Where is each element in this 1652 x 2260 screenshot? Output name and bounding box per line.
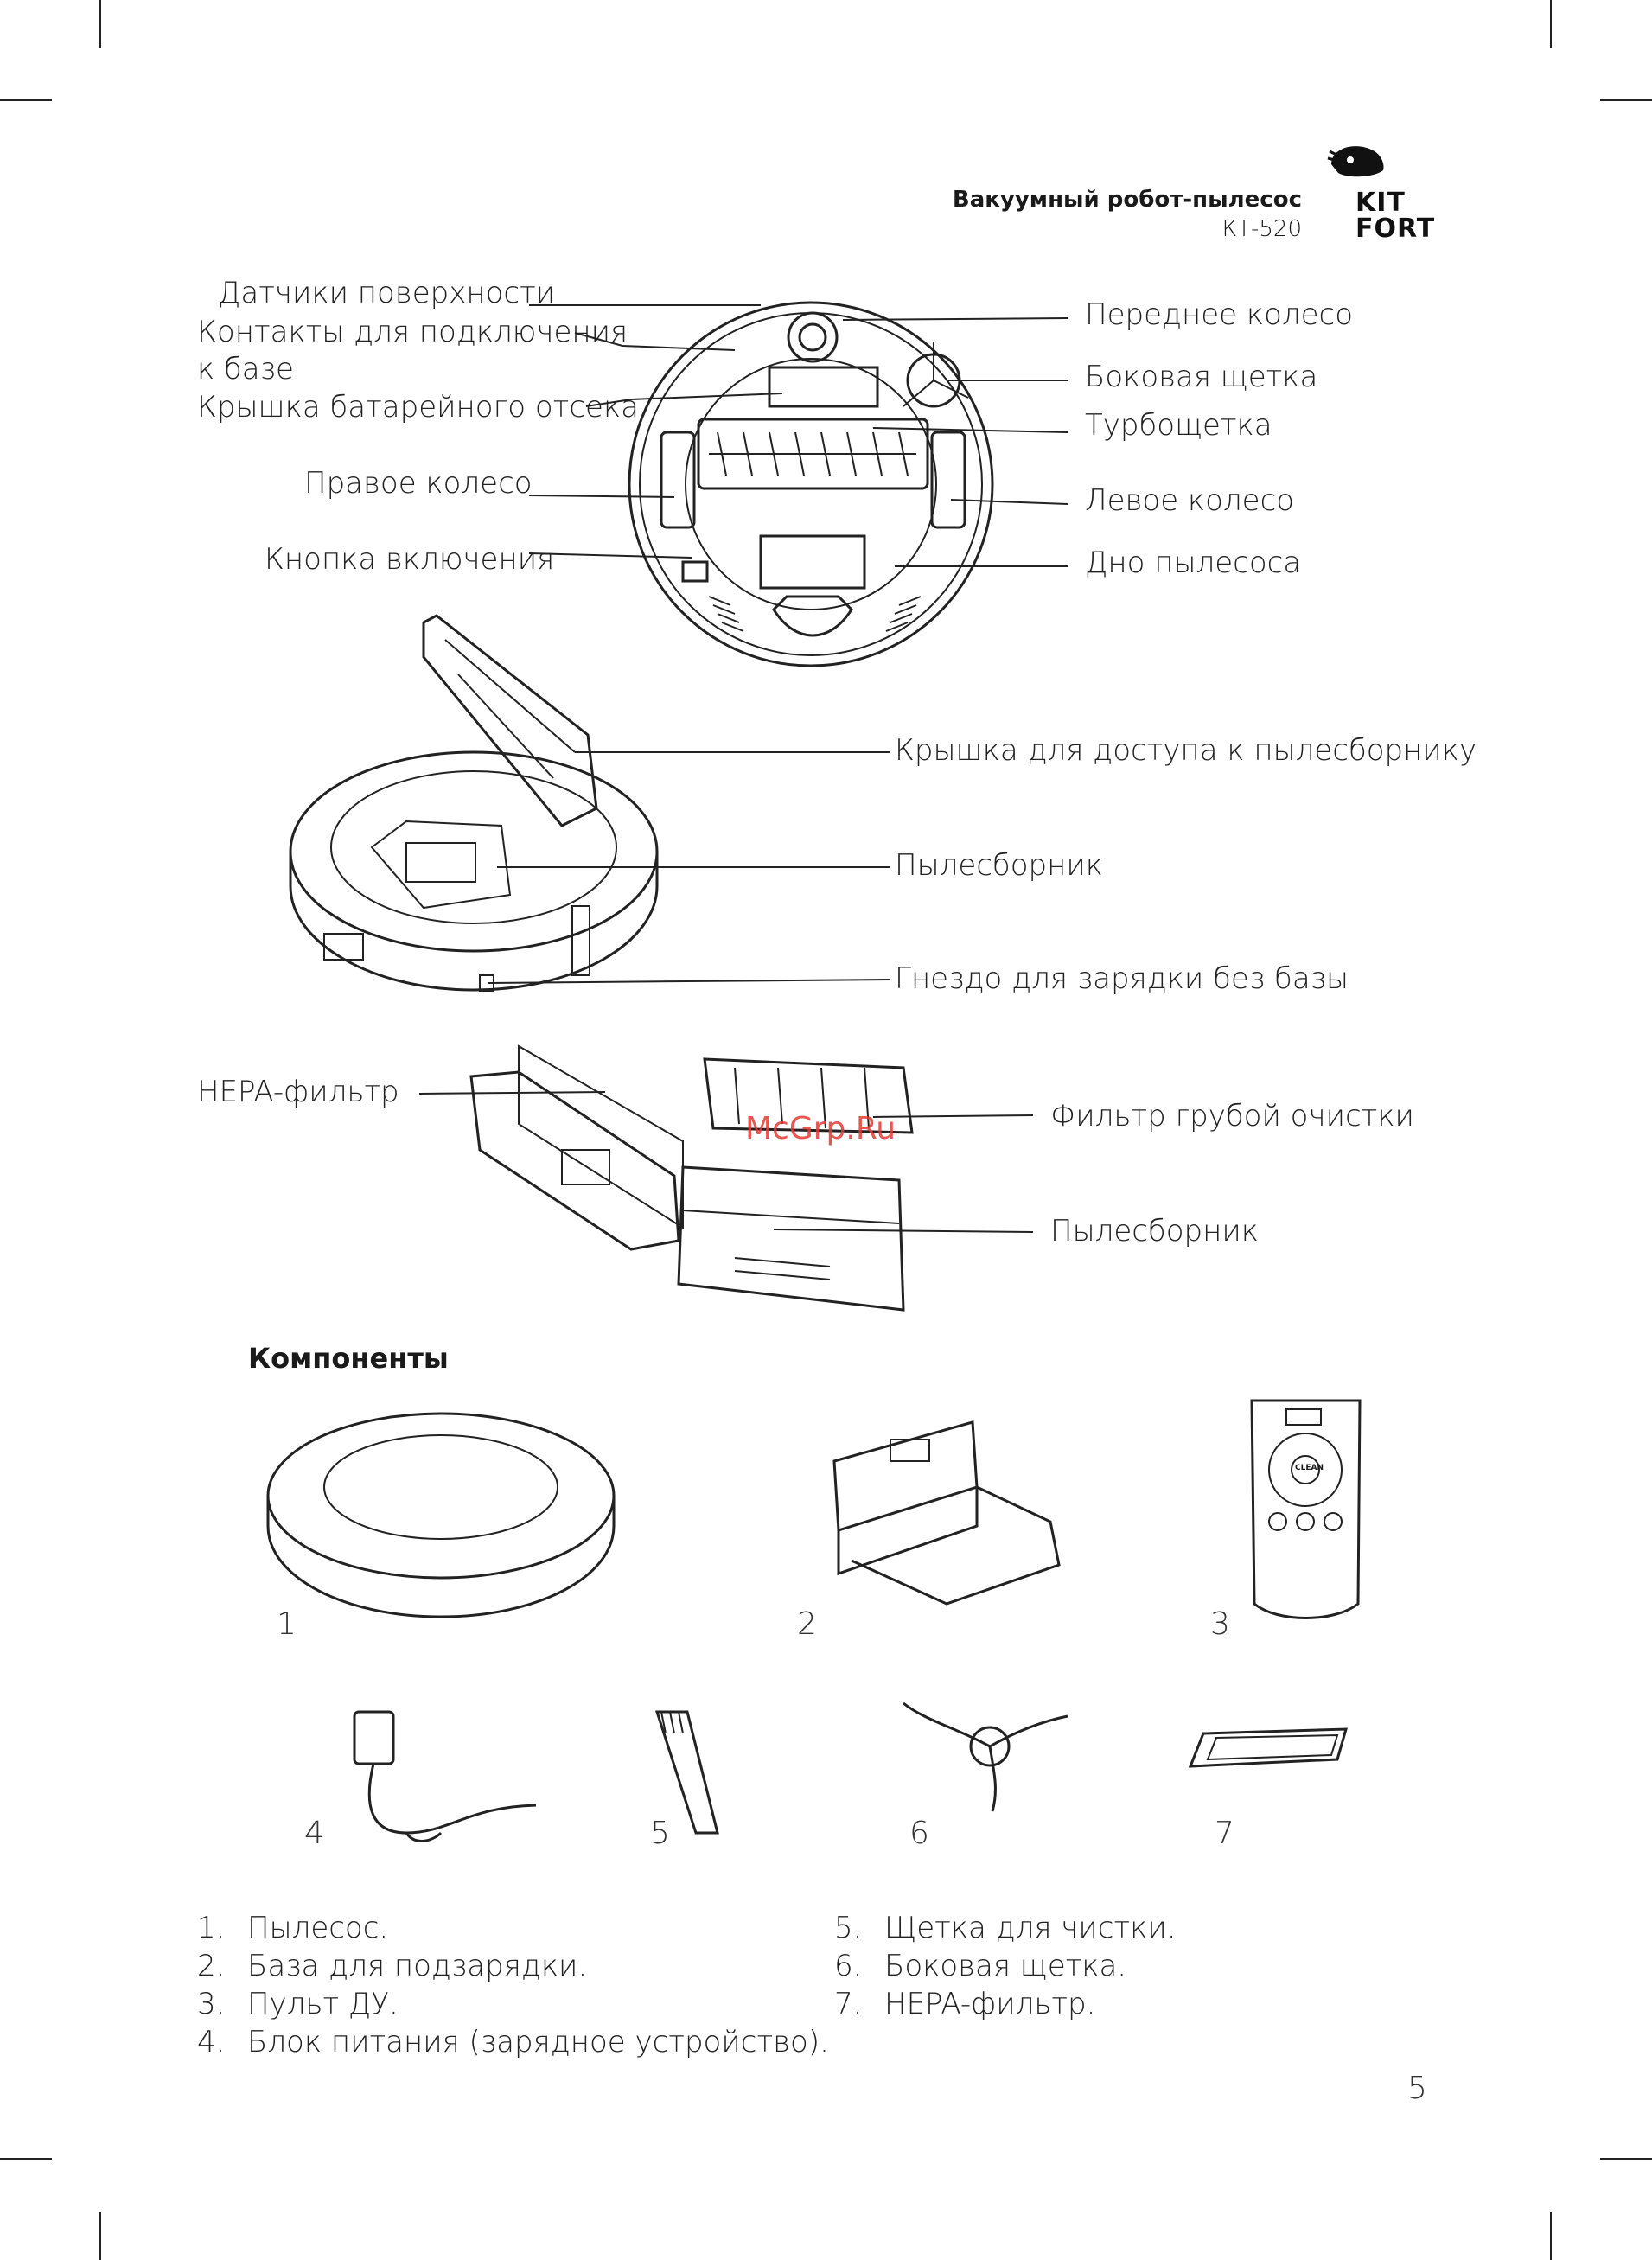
component-number-5: 5: [650, 1816, 670, 1851]
component-number-7: 7: [1215, 1816, 1234, 1851]
label-coarse-filter: Фильтр грубой очистки: [1050, 1099, 1414, 1133]
component-number-3: 3: [1210, 1606, 1230, 1642]
label-base-contacts: Контакты для подключения: [197, 315, 628, 349]
remote-control-icon: [1247, 1396, 1364, 1625]
model-number: КТ-520: [1221, 216, 1302, 242]
side-brush-icon: [899, 1695, 1072, 1816]
component-number-6: 6: [909, 1816, 929, 1851]
list-item: 3. Пульт ДУ.: [197, 1987, 399, 2021]
label-vacuum-bottom: Дно пылесоса: [1085, 546, 1302, 580]
label-power-button: Кнопка включения: [265, 542, 555, 577]
document-title: Вакуумный робот-пылесос: [952, 187, 1302, 213]
list-item: 1. Пылесос.: [197, 1911, 389, 1945]
power-adapter-icon: [337, 1703, 553, 1859]
component-number-4: 4: [304, 1816, 324, 1851]
label-left-wheel: Левое колесо: [1085, 483, 1295, 518]
label-turbo-brush: Турбощетка: [1085, 408, 1272, 443]
label-dustbin-2: Пылесборник: [1050, 1214, 1259, 1248]
label-battery-cover: Крышка батарейного отсека: [197, 390, 639, 425]
label-side-brush: Боковая щетка: [1085, 360, 1318, 394]
list-item: 2. База для подзарядки.: [197, 1949, 588, 1983]
label-dustbin: Пылесборник: [895, 848, 1103, 883]
label-front-wheel: Переднее колесо: [1085, 297, 1354, 332]
watermark: McGrp.Ru: [745, 1111, 896, 1146]
robot-vacuum-icon: [264, 1409, 618, 1625]
label-surface-sensors: Датчики поверхности: [218, 276, 556, 310]
label-direct-charge-socket: Гнездо для зарядки без базы: [895, 961, 1349, 996]
logo-text-1: KIT: [1355, 188, 1406, 218]
components-title: Компоненты: [248, 1342, 449, 1375]
component-number-1: 1: [277, 1606, 297, 1642]
charging-base-icon: [826, 1409, 1068, 1617]
hepa-filter-icon: [1186, 1725, 1350, 1777]
remote-clean-button: CLEAN: [1295, 1464, 1324, 1472]
component-number-2: 2: [797, 1606, 817, 1642]
list-item: 5. Щетка для чистки.: [834, 1911, 1177, 1945]
list-item: 4. Блок питания (зарядное устройство).: [197, 2025, 829, 2059]
logo-text-2: FORT: [1355, 214, 1436, 244]
label-hepa-filter: HEPA-фильтр: [197, 1075, 399, 1109]
label-dustbin-lid: Крышка для доступа к пылесборнику: [895, 733, 1477, 768]
list-item: 7. HEPA-фильтр.: [834, 1987, 1096, 2021]
label-right-wheel: Правое колесо: [304, 466, 533, 501]
page-number: 5: [1407, 2071, 1427, 2106]
label-base-contacts-cont: к базе: [197, 352, 294, 386]
list-item: 6. Боковая щетка.: [834, 1949, 1127, 1983]
